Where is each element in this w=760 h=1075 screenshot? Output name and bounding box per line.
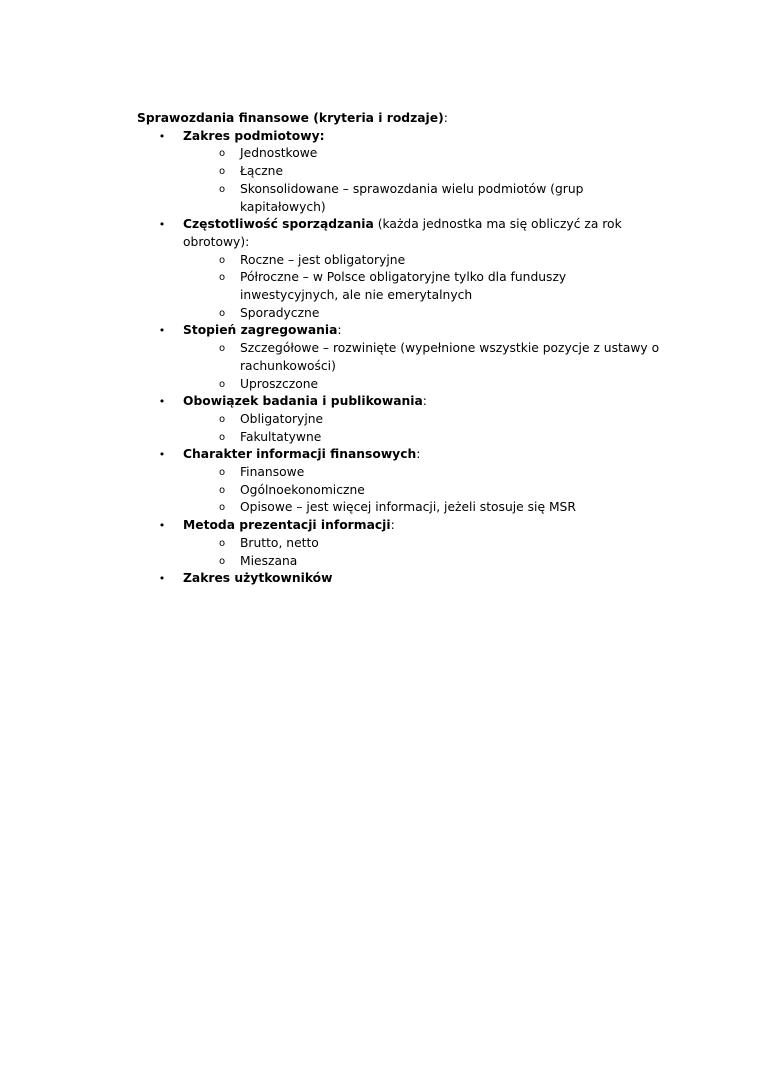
criterion-title-bold: Metoda prezentacji informacji [183, 518, 391, 533]
sub-list [183, 535, 677, 570]
sub-list-item-text: Mieszana [240, 553, 298, 568]
circle-bullet-icon: o [218, 272, 226, 284]
sub-list-item [183, 145, 677, 163]
sub-list-item-text: Fakultatywne [240, 429, 322, 444]
criterion-title-rest: : [337, 323, 342, 338]
criterion-title-bold: Charakter informacji finansowych [183, 447, 417, 462]
sub-list-item-text: Półroczne – w Polsce obligatoryjne tylko dla funduszy inwestycyjnych, ale nie emerytalnych [240, 270, 567, 303]
bullet-icon: • [158, 218, 166, 232]
criterion-title [183, 518, 395, 532]
sub-list-item-text: Brutto, netto [240, 535, 319, 550]
criterion-title-bold: Zakres podmiotowy: [183, 128, 325, 143]
criterion-item [137, 517, 677, 570]
sub-list-item [183, 499, 677, 517]
circle-bullet-icon: o [218, 537, 226, 549]
criterion-item [137, 393, 677, 446]
circle-bullet-icon: o [218, 413, 226, 425]
criterion-title-rest: : [416, 447, 421, 462]
criterion-item [137, 216, 677, 322]
circle-bullet-icon: o [218, 378, 226, 390]
bullet-icon: • [158, 129, 166, 143]
circle-bullet-icon: o [218, 166, 226, 178]
sub-list-item [183, 553, 677, 571]
sub-list-item-text: Opisowe – jest więcej informacji, jeżeli stosuje się MSR [240, 500, 576, 515]
circle-bullet-icon: o [218, 431, 226, 443]
circle-bullet-icon: o [218, 467, 226, 479]
criterion-item [137, 322, 677, 393]
circle-bullet-icon: o [218, 254, 226, 266]
sub-list-item [183, 340, 677, 375]
criteria-list [137, 128, 677, 588]
sub-list-item-text: Finansowe [240, 465, 305, 480]
sub-list-item [183, 181, 677, 216]
criterion-title-rest: (każda jednostka ma się obliczyć za rok obrotowy): [183, 217, 622, 249]
sub-list-item [183, 411, 677, 429]
sub-list-item-text: Roczne – jest obligatoryjne [240, 252, 406, 267]
sub-list [183, 252, 677, 323]
circle-bullet-icon: o [218, 484, 226, 496]
criterion-title [183, 129, 325, 143]
circle-bullet-icon: o [218, 343, 226, 355]
document-heading [137, 110, 677, 128]
sub-list-item-text: Jednostkowe [240, 146, 318, 161]
sub-list-item-text: Szczegółowe – rozwinięte (wypełnione wszystkie pozycje z ustawy o rachunkowości) [240, 341, 660, 373]
circle-bullet-icon: o [218, 307, 226, 319]
criterion-title-bold: Zakres użytkowników [183, 571, 333, 586]
heading-bold-text: Sprawozdania finansowe (kryteria i rodzaje) [137, 111, 444, 125]
bullet-icon: • [158, 519, 166, 533]
criterion-item [137, 570, 677, 588]
sub-list-item [183, 305, 677, 323]
criterion-title [183, 217, 622, 249]
criterion-item [137, 128, 677, 217]
sub-list [183, 340, 677, 393]
sub-list-item [183, 482, 677, 500]
criterion-title-bold: Częstotliwość sporządzania [183, 217, 374, 232]
sub-list [183, 411, 677, 446]
document-body [137, 110, 677, 588]
sub-list-item [183, 464, 677, 482]
heading-rest-text: : [443, 111, 448, 125]
bullet-icon: • [158, 324, 166, 338]
sub-list-item-text: Sporadyczne [240, 305, 320, 320]
sub-list [183, 464, 677, 517]
sub-list-item [183, 376, 677, 394]
bullet-icon: • [158, 448, 166, 462]
criterion-title [183, 323, 342, 337]
criterion-title [183, 394, 427, 408]
bullet-icon: • [158, 395, 166, 409]
sub-list-item [183, 252, 677, 270]
sub-list-item [183, 535, 677, 553]
criterion-title-rest: : [390, 518, 395, 533]
circle-bullet-icon: o [218, 555, 226, 567]
criterion-item [137, 446, 677, 517]
circle-bullet-icon: o [218, 183, 226, 195]
criterion-title [183, 447, 420, 461]
sub-list-item-text: Obligatoryjne [240, 411, 324, 426]
sub-list-item [183, 429, 677, 447]
sub-list-item-text: Uproszczone [240, 376, 319, 391]
sub-list-item-text: Skonsolidowane – sprawozdania wielu podmiotów (grup kapitałowych) [240, 181, 584, 214]
circle-bullet-icon: o [218, 148, 226, 160]
sub-list-item-text: Ogólnoekonomiczne [240, 482, 365, 497]
criterion-title-bold: Stopień zagregowania [183, 323, 338, 338]
criterion-title-bold: Obowiązek badania i publikowania [183, 394, 423, 409]
sub-list [183, 145, 677, 216]
sub-list-item [183, 163, 677, 181]
sub-list-item-text: Łączne [240, 164, 284, 179]
circle-bullet-icon: o [218, 502, 226, 514]
bullet-icon: • [158, 572, 166, 586]
criterion-title [183, 571, 332, 585]
criterion-title-rest: : [422, 394, 427, 409]
sub-list-item [183, 269, 677, 304]
